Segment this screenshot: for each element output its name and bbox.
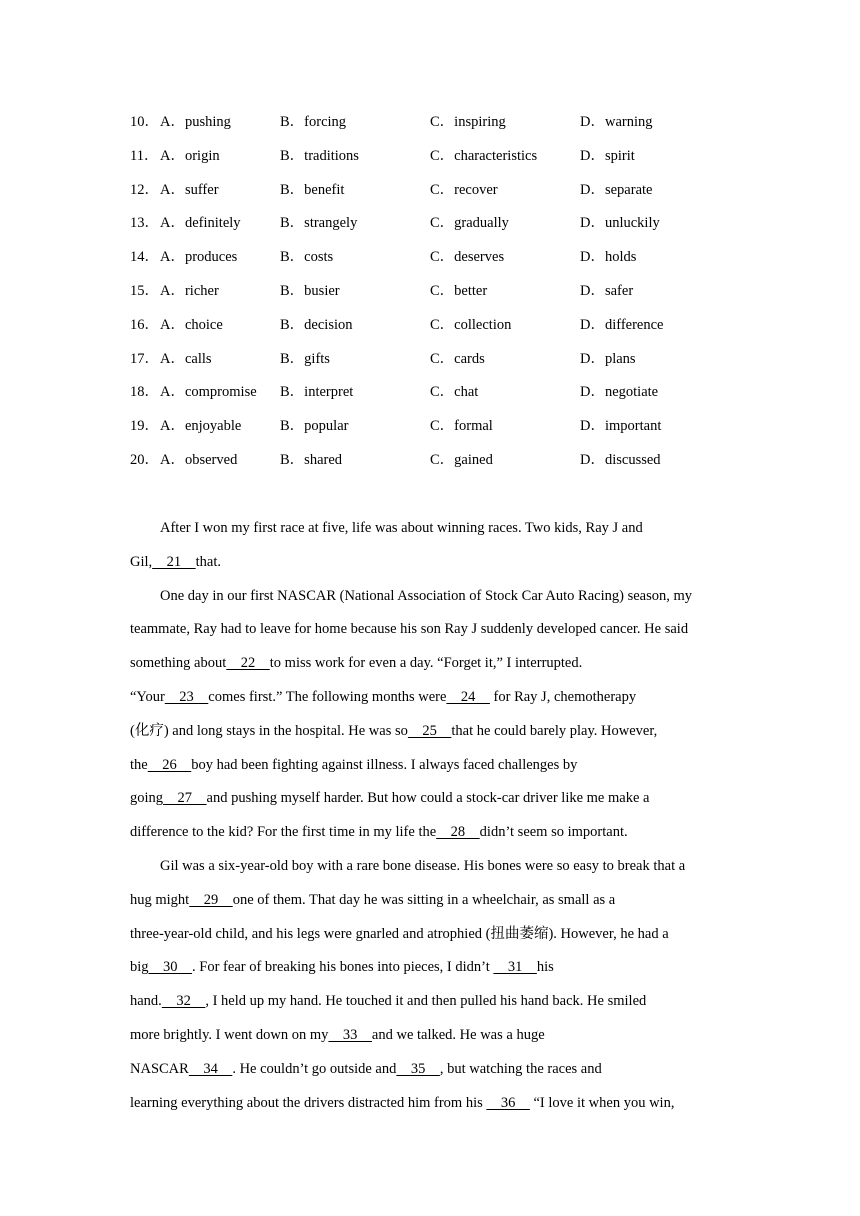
question-number: 15． xyxy=(130,282,159,299)
question-row-18 xyxy=(130,381,770,415)
passage-text: “Your xyxy=(130,688,165,705)
option-a: A．produces xyxy=(160,249,238,266)
cloze-passage xyxy=(130,517,730,1125)
question-row-11 xyxy=(130,145,770,179)
option-b: B．benefit xyxy=(280,181,345,198)
option-d: D．negotiate xyxy=(580,384,659,401)
blank-26: 26 xyxy=(147,756,192,773)
option-d: D．plans xyxy=(580,350,636,367)
question-number: 16． xyxy=(130,316,159,333)
option-a: A．enjoyable xyxy=(160,418,242,435)
passage-text: didn’t seem so important. xyxy=(479,824,628,841)
question-row-19 xyxy=(130,415,770,449)
option-d: D．difference xyxy=(580,316,664,333)
options-table xyxy=(130,111,770,483)
option-c: C．inspiring xyxy=(430,114,506,130)
option-a: A．definitely xyxy=(160,215,241,232)
passage-text: teammate, Ray had to leave for home because his son Ray J suddenly developed cancer. He said xyxy=(130,621,689,638)
blank-21: 21 xyxy=(152,553,196,570)
passage-text: comes first.” The following months were xyxy=(208,688,447,705)
passage-line xyxy=(130,990,730,1024)
question-number: 17． xyxy=(130,350,159,367)
option-d: D．spirit xyxy=(580,147,635,164)
passage-text: . He couldn’t go outside and xyxy=(232,1060,397,1077)
passage-line xyxy=(130,720,730,754)
passage-text: more brightly. I went down on my xyxy=(130,1026,329,1043)
option-b: B．strangely xyxy=(280,215,358,232)
option-b: B．forcing xyxy=(280,114,347,130)
question-number: 13． xyxy=(130,215,159,232)
question-row-16 xyxy=(130,314,770,348)
passage-text: to miss work for even a day. “Forget it,” I interrupted. xyxy=(269,655,583,672)
passage-text: “I love it when you win, xyxy=(529,1094,675,1111)
option-d: D．unluckily xyxy=(580,215,660,232)
question-row-13 xyxy=(130,212,770,246)
blank-25: 25 xyxy=(407,722,452,739)
passage-text: . For fear of breaking his bones into pieces, I didn’t xyxy=(192,959,494,976)
passage-text: for Ray J, chemotherapy xyxy=(489,688,637,705)
passage-text: the xyxy=(130,756,148,773)
passage-text: hand. xyxy=(130,993,162,1010)
blank-35: 35 xyxy=(396,1060,440,1077)
passage-line xyxy=(130,618,730,652)
passage-line xyxy=(130,1058,730,1092)
passage-text: NASCAR xyxy=(130,1060,189,1077)
question-number: 18． xyxy=(130,384,159,401)
question-number: 11． xyxy=(130,147,159,164)
passage-line xyxy=(130,1092,730,1126)
passage-line xyxy=(130,686,730,720)
passage-line xyxy=(130,754,730,788)
passage-text: and we talked. He was a huge xyxy=(371,1026,545,1043)
passage-text: , I held up my hand. He touched it and then pulled his hand back. He smiled xyxy=(205,993,647,1010)
blank-24: 24 xyxy=(446,688,490,705)
passage-text: Gil was a six-year-old boy with a rare bone disease. His bones were so easy to break that a xyxy=(160,857,686,874)
passage-text: (化疗) and long stays in the hospital. He was so xyxy=(130,722,408,739)
question-row-15 xyxy=(130,280,770,314)
passage-text: his xyxy=(536,959,554,976)
option-b: B．gifts xyxy=(280,350,330,367)
passage-line xyxy=(130,956,730,990)
option-b: B．busier xyxy=(280,282,340,299)
passage-text: hug might xyxy=(130,891,190,908)
passage-text: going xyxy=(130,790,164,807)
passage-text: difference to the kid? For the first time in my life the xyxy=(130,824,437,841)
option-c: C．recover xyxy=(430,181,498,198)
passage-line xyxy=(130,855,730,889)
option-b: B．shared xyxy=(280,451,343,468)
option-d: D．holds xyxy=(580,249,637,266)
option-b: B．traditions xyxy=(280,147,359,164)
option-b: B．popular xyxy=(280,418,349,435)
blank-30: 30 xyxy=(148,959,193,976)
passage-text: After I won my first race at five, life was about winning races. Two kids, Ray J and xyxy=(160,520,643,536)
option-c: C．cards xyxy=(430,350,485,367)
option-c: C．chat xyxy=(430,384,479,401)
passage-line xyxy=(130,652,730,686)
blank-32: 32 xyxy=(161,993,206,1010)
question-number: 12． xyxy=(130,181,159,198)
blank-29: 29 xyxy=(189,891,233,908)
option-b: B．interpret xyxy=(280,384,354,401)
option-d: D．discussed xyxy=(580,451,661,468)
question-row-14 xyxy=(130,246,770,280)
passage-text: and pushing myself harder. But how could a stock-car driver like me make a xyxy=(206,790,650,807)
passage-line xyxy=(130,551,730,585)
question-number: 20． xyxy=(130,451,159,468)
blank-31: 31 xyxy=(493,959,537,976)
option-c: C．better xyxy=(430,282,488,299)
option-c: C．deserves xyxy=(430,249,505,266)
option-c: C．gradually xyxy=(430,215,509,232)
passage-line xyxy=(130,517,730,551)
blank-23: 23 xyxy=(164,688,209,705)
passage-text: , but watching the races and xyxy=(439,1060,602,1077)
passage-text: three-year-old child, and his legs were gnarled and atrophied (扭曲萎缩). However, he had a xyxy=(130,925,669,942)
passage-text: something about xyxy=(130,655,227,672)
option-a: A．observed xyxy=(160,451,238,468)
option-a: A．calls xyxy=(160,350,212,367)
passage-line xyxy=(130,821,730,855)
passage-text: that. xyxy=(195,553,222,570)
option-b: B．decision xyxy=(280,316,353,333)
question-number: 19． xyxy=(130,418,159,435)
question-row-20 xyxy=(130,449,770,483)
passage-text: boy had been fighting against illness. I always faced challenges by xyxy=(191,756,578,773)
option-c: C．characteristics xyxy=(430,147,538,164)
option-c: C．gained xyxy=(430,451,493,468)
option-a: A．compromise xyxy=(160,384,257,401)
blank-27: 27 xyxy=(163,790,207,807)
option-d: D．safer xyxy=(580,282,634,299)
option-b: B．costs xyxy=(280,249,334,266)
option-a: A．origin xyxy=(160,147,220,164)
option-d: D．important xyxy=(580,418,662,435)
passage-text: One day in our first NASCAR (National Association of Stock Car Auto Racing) season, my xyxy=(160,587,693,604)
question-number: 14． xyxy=(130,249,159,266)
passage-line xyxy=(130,889,730,923)
question-number: 10． xyxy=(130,114,159,130)
passage-text: Gil, xyxy=(130,553,153,570)
blank-33: 33 xyxy=(328,1026,372,1043)
blank-34: 34 xyxy=(188,1060,233,1077)
question-row-12 xyxy=(130,179,770,213)
passage-text: one of them. That day he was sitting in a wheelchair, as small as a xyxy=(232,891,616,908)
passage-line xyxy=(130,923,730,957)
option-a: A．pushing xyxy=(160,114,231,130)
passage-text: that he could barely play. However, xyxy=(451,722,658,739)
blank-28: 28 xyxy=(436,824,480,841)
option-c: C．collection xyxy=(430,316,512,333)
blank-22: 22 xyxy=(226,655,270,672)
option-d: D．separate xyxy=(580,181,653,198)
passage-line xyxy=(130,1024,730,1058)
option-c: C．formal xyxy=(430,418,493,435)
option-a: A．richer xyxy=(160,282,219,299)
option-a: A．suffer xyxy=(160,181,219,198)
option-a: A．choice xyxy=(160,316,223,333)
passage-text: big xyxy=(130,959,149,976)
question-row-17 xyxy=(130,348,770,382)
question-row-10 xyxy=(130,111,770,145)
option-d: D．warning xyxy=(580,114,653,130)
passage-line xyxy=(130,585,730,619)
passage-line xyxy=(130,787,730,821)
blank-36: 36 xyxy=(486,1094,530,1111)
passage-text: learning everything about the drivers distracted him from his xyxy=(130,1094,487,1111)
